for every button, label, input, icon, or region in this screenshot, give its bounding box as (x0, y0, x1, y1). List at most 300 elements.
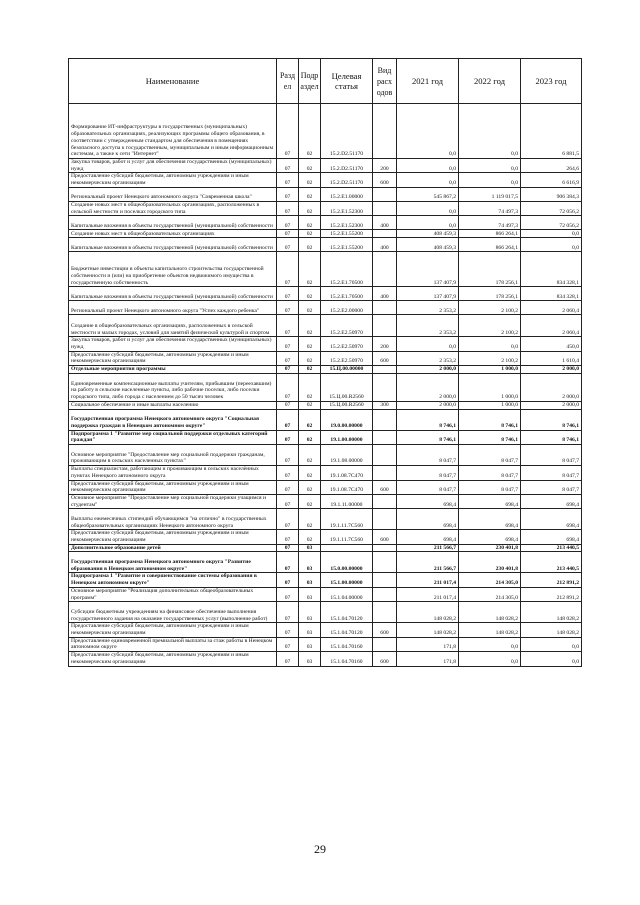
table-row (69, 159, 582, 173)
row-subsection: 02 (299, 315, 321, 337)
row-subsection: 02 (299, 301, 321, 315)
row-name: Основное мероприятие "Предоставление мер социальной поддержки учащимся и студентам" (69, 494, 277, 508)
row-section: 07 (277, 430, 299, 444)
row-section: 07 (277, 252, 299, 287)
row-value-2021: 408 459,3 (397, 230, 459, 238)
row-section: 07 (277, 337, 299, 351)
row-value-2023: 8 746,1 (521, 409, 582, 430)
row-value-2021: 0,0 (397, 216, 459, 230)
table-row (69, 587, 582, 601)
row-subsection: 02 (299, 337, 321, 351)
row-name: Предоставление субсидий бюджетным, автономным учреждениям и иным некоммерческим организациям (69, 652, 277, 666)
row-expense-type (373, 430, 397, 444)
row-section: 07 (277, 301, 299, 315)
row-value-2022: 2 100,2 (459, 301, 521, 315)
row-value-2022: 2 100,2 (459, 315, 521, 337)
row-expense-type (373, 230, 397, 238)
table-row (69, 544, 582, 552)
row-target-article: 15.Ц.00.R2560 (321, 373, 373, 401)
row-section: 07 (277, 409, 299, 430)
row-value-2021: 0,0 (397, 104, 459, 159)
row-subsection: 03 (299, 602, 321, 623)
row-value-2023: 6 881,5 (521, 104, 582, 159)
row-value-2023: 0,0 (521, 637, 582, 651)
row-value-2023: 906 384,3 (521, 187, 582, 201)
row-subsection: 02 (299, 430, 321, 444)
row-section: 07 (277, 509, 299, 530)
row-value-2023: 2 060,4 (521, 315, 582, 337)
row-target-article: 15.1.04.70160 (321, 652, 373, 666)
table-row (69, 623, 582, 637)
row-value-2023: 0,0 (521, 230, 582, 238)
row-value-2022: 0,0 (459, 337, 521, 351)
row-value-2022: 0,0 (459, 159, 521, 173)
row-value-2022: 1 000,0 (459, 373, 521, 401)
row-value-2023: 0,0 (521, 652, 582, 666)
table-header-row (69, 59, 582, 104)
row-value-2022: 1 000,0 (459, 401, 521, 409)
row-expense-type (373, 252, 397, 287)
table-row (69, 201, 582, 215)
row-value-2022: 0,0 (459, 104, 521, 159)
row-target-article: 19.1.08.7С470 (321, 480, 373, 494)
row-name: Единовременные компенсационные выплаты учителям, прибывшим (переехавшим) на работу в сельские населенные пункты, либо рабочие поселки, либо поселки городского типа, либо города с населением до 50 тысяч человек (69, 373, 277, 401)
row-target-article: 15.2.E1.70500 (321, 287, 373, 301)
row-value-2022: 230 401,8 (459, 544, 521, 552)
row-target-article: 15.2.E1.00000 (321, 187, 373, 201)
table-row (69, 552, 582, 573)
row-subsection: 02 (299, 173, 321, 187)
header-subsection: Подр аздел (299, 59, 321, 104)
row-expense-type (373, 494, 397, 508)
row-target-article: 15.2.E1.70500 (321, 252, 373, 287)
row-name: Предоставление единовременной премиальной выплаты за стаж работы в Ненецком автономном округе (69, 637, 277, 651)
row-value-2023: 148 028,2 (521, 623, 582, 637)
row-expense-type: 600 (373, 351, 397, 365)
row-name: Капитальные вложения в объекты государственной (муниципальной) собственности (69, 238, 277, 252)
row-value-2021: 408 459,3 (397, 238, 459, 252)
table-row (69, 315, 582, 337)
row-name: Социальное обеспечение и иные выплаты населению (69, 401, 277, 409)
header-target-article: Целевая статья (321, 59, 373, 104)
row-value-2021: 698,4 (397, 530, 459, 544)
row-value-2022: 8 746,1 (459, 409, 521, 430)
row-name: Отдельные мероприятия программы (69, 366, 277, 374)
row-section: 07 (277, 445, 299, 466)
row-value-2022: 8 047,7 (459, 466, 521, 480)
row-value-2023: 212 891,2 (521, 587, 582, 601)
row-value-2021: 171,8 (397, 637, 459, 651)
row-expense-type (373, 587, 397, 601)
row-value-2022: 148 028,2 (459, 623, 521, 637)
row-expense-type (373, 301, 397, 315)
row-value-2021: 148 028,2 (397, 623, 459, 637)
row-name: Субсидии бюджетным учреждениям на финансовое обеспечение выполнения государственного задания на оказание государственных услуг (выполнение работ) (69, 602, 277, 623)
table-row (69, 494, 582, 508)
row-subsection: 02 (299, 480, 321, 494)
row-subsection: 02 (299, 159, 321, 173)
row-target-article: 15.2.D2.51170 (321, 104, 373, 159)
row-value-2022: 8 047,7 (459, 445, 521, 466)
row-section: 07 (277, 230, 299, 238)
table-row (69, 573, 582, 587)
table-row (69, 430, 582, 444)
row-value-2023: 264,6 (521, 159, 582, 173)
row-name: Создание в общеобразовательных организациях, расположенных в сельской местности и малых городах, условий для занятий физической культурой и спортом (69, 315, 277, 337)
row-value-2022: 698,4 (459, 530, 521, 544)
row-value-2021: 8 047,7 (397, 445, 459, 466)
row-value-2023: 72 056,2 (521, 201, 582, 215)
row-value-2022: 0,0 (459, 652, 521, 666)
row-expense-type (373, 466, 397, 480)
row-value-2021: 0,0 (397, 337, 459, 351)
table-row (69, 530, 582, 544)
row-name: Закупка товаров, работ и услуг для обеспечения государственных (муниципальных) нужд (69, 159, 277, 173)
row-target-article: 15.2.D2.51170 (321, 159, 373, 173)
row-section: 07 (277, 544, 299, 552)
row-expense-type (373, 602, 397, 623)
row-value-2021: 698,4 (397, 494, 459, 508)
row-value-2021: 2 000,0 (397, 373, 459, 401)
row-subsection: 02 (299, 401, 321, 409)
budget-table (68, 58, 582, 667)
row-target-article: 15.2.E2.50970 (321, 337, 373, 351)
row-section: 07 (277, 637, 299, 651)
row-expense-type: 200 (373, 337, 397, 351)
row-section: 07 (277, 351, 299, 365)
row-value-2023: 834 328,1 (521, 252, 582, 287)
row-expense-type (373, 409, 397, 430)
row-target-article: 15.2.D2.51170 (321, 173, 373, 187)
row-expense-type (373, 544, 397, 552)
row-expense-type (373, 552, 397, 573)
row-value-2022: 74 497,3 (459, 201, 521, 215)
row-section: 07 (277, 480, 299, 494)
table-row (69, 351, 582, 365)
row-subsection: 02 (299, 252, 321, 287)
table-row (69, 187, 582, 201)
row-target-article: 15.2.E1.55200 (321, 238, 373, 252)
row-expense-type (373, 573, 397, 587)
row-subsection: 02 (299, 287, 321, 301)
row-value-2021: 211 566,7 (397, 552, 459, 573)
row-value-2021: 698,4 (397, 509, 459, 530)
row-value-2023: 698,4 (521, 530, 582, 544)
row-subsection: 02 (299, 409, 321, 430)
row-subsection: 02 (299, 373, 321, 401)
row-name: Основное мероприятие "Реализация дополнительных общеобразовательных программ" (69, 587, 277, 601)
row-section: 07 (277, 173, 299, 187)
row-value-2023: 72 056,2 (521, 216, 582, 230)
table-row (69, 238, 582, 252)
row-target-article: 19.1.08.00000 (321, 445, 373, 466)
row-value-2022: 0,0 (459, 637, 521, 651)
row-name: Подпрограмма 1 "Развитие мер социальной поддержки отдельных категорий граждан" (69, 430, 277, 444)
row-value-2021: 8 047,7 (397, 480, 459, 494)
row-section: 07 (277, 315, 299, 337)
row-section: 07 (277, 552, 299, 573)
row-value-2021: 137 407,9 (397, 252, 459, 287)
row-name: Подпрограмма 1 "Развитие и совершенствование системы образования в Ненецком автономном округе" (69, 573, 277, 587)
row-name: Капитальные вложения в объекты государственной (муниципальной) собственности (69, 216, 277, 230)
row-expense-type: 600 (373, 173, 397, 187)
table-row (69, 337, 582, 351)
row-subsection: 03 (299, 623, 321, 637)
row-value-2023: 2 000,0 (521, 366, 582, 374)
row-subsection: 02 (299, 104, 321, 159)
row-section: 07 (277, 216, 299, 230)
row-name: Региональный проект Ненецкого автономного округа "Успех каждого ребенка" (69, 301, 277, 315)
header-name: Наименование (69, 59, 277, 104)
row-name: Дополнительное образование детей (69, 544, 277, 552)
row-value-2022: 8 746,1 (459, 430, 521, 444)
row-value-2022: 866 264,1 (459, 230, 521, 238)
row-name: Основное мероприятие "Предоставление мер социальной поддержки гражданам, проживающим в сельских населенных пунктах" (69, 445, 277, 466)
row-section: 07 (277, 530, 299, 544)
row-target-article: 19.1.11.7С560 (321, 509, 373, 530)
row-expense-type: 600 (373, 480, 397, 494)
row-value-2021: 2 353,2 (397, 301, 459, 315)
row-expense-type: 300 (373, 401, 397, 409)
row-value-2022: 2 100,2 (459, 351, 521, 365)
row-subsection: 02 (299, 238, 321, 252)
table-row (69, 652, 582, 666)
row-name: Предоставление субсидий бюджетным, автономным учреждениям и иным некоммерческим организациям (69, 480, 277, 494)
row-target-article: 15.1.04.70160 (321, 637, 373, 651)
row-target-article: 15.2.E2.50970 (321, 351, 373, 365)
row-target-article: 15.2.E1.52300 (321, 201, 373, 215)
row-value-2021: 2 000,0 (397, 366, 459, 374)
row-expense-type (373, 315, 397, 337)
row-name: Предоставление субсидий бюджетным, автономным учреждениям и иным некоммерческим организациям (69, 530, 277, 544)
row-value-2021: 2 353,2 (397, 315, 459, 337)
row-subsection: 03 (299, 652, 321, 666)
row-subsection: 02 (299, 351, 321, 365)
table-row (69, 287, 582, 301)
header-section: Разд ел (277, 59, 299, 104)
row-value-2022: 1 000,0 (459, 366, 521, 374)
table-row (69, 301, 582, 315)
row-expense-type: 600 (373, 652, 397, 666)
row-value-2021: 545 867,2 (397, 187, 459, 201)
row-target-article: 19.0.00.00000 (321, 409, 373, 430)
row-value-2023: 213 440,5 (521, 544, 582, 552)
row-expense-type: 400 (373, 216, 397, 230)
row-section: 07 (277, 238, 299, 252)
row-subsection: 02 (299, 530, 321, 544)
row-subsection: 02 (299, 366, 321, 374)
row-value-2023: 1 610,4 (521, 351, 582, 365)
row-subsection: 02 (299, 201, 321, 215)
row-name: Государственная программа Ненецкого автономного округа "Социальная поддержка граждан в Ненецком автономном округе" (69, 409, 277, 430)
row-value-2021: 2 000,0 (397, 401, 459, 409)
row-name: Бюджетные инвестиции в объекты капитального строительства государственной собственности и (или) на приобретение объектов недвижимого имущества в государственную собственность (69, 252, 277, 287)
row-value-2023: 2 000,0 (521, 401, 582, 409)
row-expense-type (373, 104, 397, 159)
row-value-2021: 211 017,4 (397, 587, 459, 601)
row-section: 07 (277, 104, 299, 159)
table-row (69, 216, 582, 230)
row-section: 07 (277, 494, 299, 508)
row-name: Предоставление субсидий бюджетным, автономным учреждениям и иным некоммерческим организациям (69, 173, 277, 187)
row-expense-type (373, 445, 397, 466)
table-row (69, 602, 582, 623)
row-value-2022: 178 256,1 (459, 287, 521, 301)
row-value-2022: 8 047,7 (459, 480, 521, 494)
row-subsection: 02 (299, 230, 321, 238)
row-section: 07 (277, 466, 299, 480)
row-target-article: 15.2.E1.52300 (321, 216, 373, 230)
row-section: 07 (277, 159, 299, 173)
row-expense-type (373, 637, 397, 651)
row-target-article: 15.Ц.00.00000 (321, 366, 373, 374)
table-row (69, 637, 582, 651)
row-value-2023: 8 047,7 (521, 480, 582, 494)
row-target-article: 15.2.E2.50970 (321, 315, 373, 337)
table-row (69, 409, 582, 430)
row-value-2021: 2 353,2 (397, 351, 459, 365)
row-subsection: 02 (299, 494, 321, 508)
row-section: 07 (277, 573, 299, 587)
row-section: 07 (277, 587, 299, 601)
row-section: 07 (277, 366, 299, 374)
table-row (69, 173, 582, 187)
row-value-2023: 148 028,2 (521, 602, 582, 623)
row-name: Предоставление субсидий бюджетным, автономным учреждениям и иным некоммерческим организациям (69, 351, 277, 365)
row-subsection: 03 (299, 573, 321, 587)
row-target-article: 19.1.11.7С560 (321, 530, 373, 544)
row-expense-type (373, 366, 397, 374)
row-value-2022: 698,4 (459, 494, 521, 508)
row-subsection: 03 (299, 587, 321, 601)
row-expense-type: 200 (373, 159, 397, 173)
header-year-2021: 2021 год (397, 59, 459, 104)
row-value-2022: 148 028,2 (459, 602, 521, 623)
table-row (69, 480, 582, 494)
table-row (69, 466, 582, 480)
row-value-2023: 834 328,1 (521, 287, 582, 301)
row-value-2022: 0,0 (459, 173, 521, 187)
row-target-article: 15.Ц.00.R2560 (321, 401, 373, 409)
page-number: 29 (314, 842, 326, 856)
row-value-2023: 698,4 (521, 509, 582, 530)
row-subsection: 03 (299, 552, 321, 573)
table-row (69, 366, 582, 374)
header-year-2023: 2023 год (521, 59, 582, 104)
row-subsection: 03 (299, 637, 321, 651)
row-expense-type: 600 (373, 530, 397, 544)
row-value-2023: 698,4 (521, 494, 582, 508)
row-value-2021: 8 746,1 (397, 409, 459, 430)
row-value-2021: 0,0 (397, 159, 459, 173)
row-section: 07 (277, 287, 299, 301)
row-expense-type (373, 373, 397, 401)
header-year-2022: 2022 год (459, 59, 521, 104)
table-row (69, 230, 582, 238)
row-value-2022: 214 305,0 (459, 573, 521, 587)
row-subsection: 02 (299, 216, 321, 230)
row-value-2023: 8 047,7 (521, 466, 582, 480)
row-name: Выплаты специалистам, работающим и проживающим в сельских населённых пунктах Ненецкого автономного округа (69, 466, 277, 480)
row-value-2021: 171,8 (397, 652, 459, 666)
header-expense-type: Вид расх одов (373, 59, 397, 104)
row-target-article: 15.2.E1.55200 (321, 230, 373, 238)
row-target-article: 15.2.E2.00000 (321, 301, 373, 315)
row-section: 07 (277, 187, 299, 201)
row-value-2023: 6 616,9 (521, 173, 582, 187)
row-section: 07 (277, 401, 299, 409)
row-target-article: 15.1.04.00000 (321, 587, 373, 601)
row-value-2023: 2 000,0 (521, 373, 582, 401)
row-expense-type (373, 201, 397, 215)
row-name: Государственная программа Ненецкого автономного округа "Развитие образования в Ненецком автономном округе" (69, 552, 277, 573)
row-value-2022: 1 119 017,5 (459, 187, 521, 201)
row-section: 07 (277, 602, 299, 623)
row-target-article: 15.1.04.70120 (321, 602, 373, 623)
row-name: Создание новых мест в общеобразовательных организациях (69, 230, 277, 238)
row-value-2021: 0,0 (397, 173, 459, 187)
row-value-2021: 148 028,2 (397, 602, 459, 623)
row-subsection: 02 (299, 187, 321, 201)
row-subsection: 02 (299, 445, 321, 466)
row-value-2023: 8 746,1 (521, 430, 582, 444)
row-value-2022: 866 264,1 (459, 238, 521, 252)
row-name: Формирование ИТ-инфраструктуры в государственных (муниципальных) образовательных организациях, реализующих программы общего образования, в соответствии с утвержденным стандартом для обеспечения в помещениях безопасного доступа к государственным, муниципальным и иным информационным системам, а также к сети "Интернет" (69, 104, 277, 159)
row-value-2022: 214 305,0 (459, 587, 521, 601)
row-value-2022: 698,4 (459, 509, 521, 530)
row-target-article: 15.1.00.00000 (321, 573, 373, 587)
row-value-2021: 137 407,9 (397, 287, 459, 301)
row-value-2023: 0,0 (521, 238, 582, 252)
row-target-article: 19.1.00.00000 (321, 430, 373, 444)
row-subsection: 02 (299, 466, 321, 480)
row-value-2022: 230 401,8 (459, 552, 521, 573)
table-row (69, 373, 582, 401)
row-expense-type: 400 (373, 238, 397, 252)
table-row (69, 252, 582, 287)
table-row (69, 509, 582, 530)
row-name: Создание новых мест в общеобразовательных организациях, расположенных в сельской местности и поселках городского типа (69, 201, 277, 215)
row-value-2021: 8 047,7 (397, 466, 459, 480)
row-expense-type (373, 509, 397, 530)
row-expense-type: 600 (373, 623, 397, 637)
table-row (69, 401, 582, 409)
row-name: Региональный проект Ненецкого автономного округа "Современная школа" (69, 187, 277, 201)
row-name: Предоставление субсидий бюджетным, автономным учреждениям и иным некоммерческим организациям (69, 623, 277, 637)
row-section: 07 (277, 623, 299, 637)
row-value-2021: 0,0 (397, 201, 459, 215)
row-name: Выплаты ежемесячных стипендий обучающимся "на отлично" в государственных общеобразовательных организациях Ненецкого автономного округа (69, 509, 277, 530)
row-target-article (321, 544, 373, 552)
row-value-2021: 211 566,7 (397, 544, 459, 552)
row-name: Капитальные вложения в объекты государственной (муниципальной) собственности (69, 287, 277, 301)
row-value-2023: 213 440,5 (521, 552, 582, 573)
row-target-article: 15.1.04.70120 (321, 623, 373, 637)
table-row (69, 445, 582, 466)
row-target-article: 19.1.11.00000 (321, 494, 373, 508)
row-expense-type: 400 (373, 287, 397, 301)
table-row (69, 104, 582, 159)
row-value-2021: 211 017,4 (397, 573, 459, 587)
row-section: 07 (277, 652, 299, 666)
row-value-2023: 8 047,7 (521, 445, 582, 466)
row-value-2022: 178 256,1 (459, 252, 521, 287)
row-subsection: 02 (299, 509, 321, 530)
row-value-2021: 8 746,1 (397, 430, 459, 444)
row-value-2022: 74 497,3 (459, 216, 521, 230)
row-name: Закупка товаров, работ и услуг для обеспечения государственных (муниципальных) нужд (69, 337, 277, 351)
row-target-article: 15.0.00.00000 (321, 552, 373, 573)
